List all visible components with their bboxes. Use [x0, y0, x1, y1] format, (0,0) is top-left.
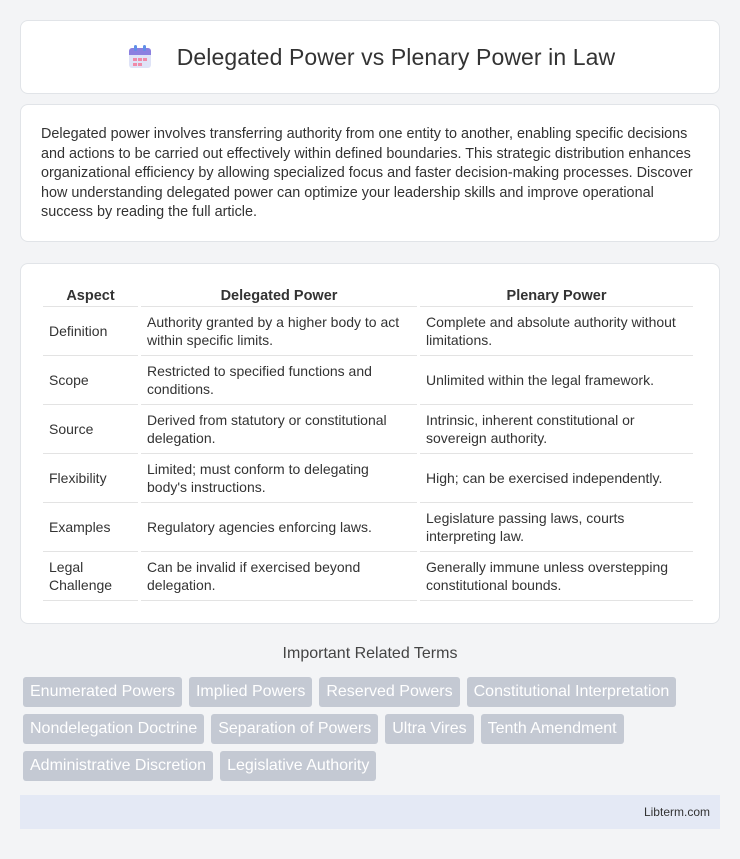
comparison-table-card — [20, 263, 720, 624]
table-row — [43, 356, 693, 405]
cell-delegated: Derived from statutory or constitutional delegation. — [141, 405, 417, 454]
comparison-table — [40, 284, 696, 601]
table-header-row — [43, 284, 693, 307]
related-term-tag[interactable]: Nondelegation Doctrine — [23, 714, 204, 744]
cell-aspect: Scope — [43, 356, 138, 405]
related-term-tag[interactable]: Enumerated Powers — [23, 677, 182, 707]
cell-aspect: Legal Challenge — [43, 552, 138, 601]
intro-text: Delegated power involves transferring authority from one entity to another, enabling specific decisions and actions to be carried out effectively within defined boundaries. This strategic distribution enhances organizational efficiency by allowing specialized focus and faster decision-making processes. Discover how understanding delegated power can optimize your leadership skills and improve operational success by reading the full article. — [41, 126, 693, 221]
cell-plenary: Unlimited within the legal framework. — [420, 356, 693, 405]
related-terms-heading: Important Related Terms — [282, 645, 458, 662]
related-term-tag[interactable]: Implied Powers — [189, 677, 312, 707]
cell-aspect: Examples — [43, 503, 138, 552]
column-header-delegated-power: Delegated Power — [141, 284, 417, 307]
cell-plenary: Generally immune unless overstepping constitutional bounds. — [420, 552, 693, 601]
cell-plenary: Complete and absolute authority without limitations. — [420, 307, 693, 356]
table-row — [43, 307, 693, 356]
cell-aspect: Flexibility — [43, 454, 138, 503]
related-term-tag[interactable]: Constitutional Interpretation — [467, 677, 677, 707]
footer-site-link[interactable]: Libterm.com — [643, 805, 710, 819]
table-row — [43, 503, 693, 552]
cell-plenary: High; can be exercised independently. — [420, 454, 693, 503]
cell-delegated: Limited; must conform to delegating body's instructions. — [141, 454, 417, 503]
intro-card — [20, 104, 720, 242]
footer — [20, 795, 720, 829]
cell-delegated: Authority granted by a higher body to act within specific limits. — [141, 307, 417, 356]
related-term-tag[interactable]: Reserved Powers — [319, 677, 459, 707]
related-term-tag[interactable]: Ultra Vires — [385, 714, 473, 744]
column-header-plenary-power: Plenary Power — [420, 284, 693, 307]
table-row — [43, 552, 693, 601]
table-row — [43, 405, 693, 454]
cell-plenary: Intrinsic, inherent constitutional or sovereign authority. — [420, 405, 693, 454]
calendar-icon — [125, 42, 155, 72]
related-terms-list — [23, 677, 713, 781]
header-card — [20, 20, 720, 94]
page-title: Delegated Power vs Plenary Power in Law — [176, 43, 616, 70]
cell-delegated: Regulatory agencies enforcing laws. — [141, 503, 417, 552]
related-term-tag[interactable]: Tenth Amendment — [481, 714, 624, 744]
related-term-tag[interactable]: Separation of Powers — [211, 714, 378, 744]
column-header-aspect: Aspect — [43, 284, 138, 307]
related-term-tag[interactable]: Administrative Discretion — [23, 751, 213, 781]
cell-aspect: Source — [43, 405, 138, 454]
cell-aspect: Definition — [43, 307, 138, 356]
cell-delegated: Restricted to specified functions and conditions. — [141, 356, 417, 405]
cell-plenary: Legislature passing laws, courts interpreting law. — [420, 503, 693, 552]
table-row — [43, 454, 693, 503]
cell-delegated: Can be invalid if exercised beyond delegation. — [141, 552, 417, 601]
related-term-tag[interactable]: Legislative Authority — [220, 751, 376, 781]
